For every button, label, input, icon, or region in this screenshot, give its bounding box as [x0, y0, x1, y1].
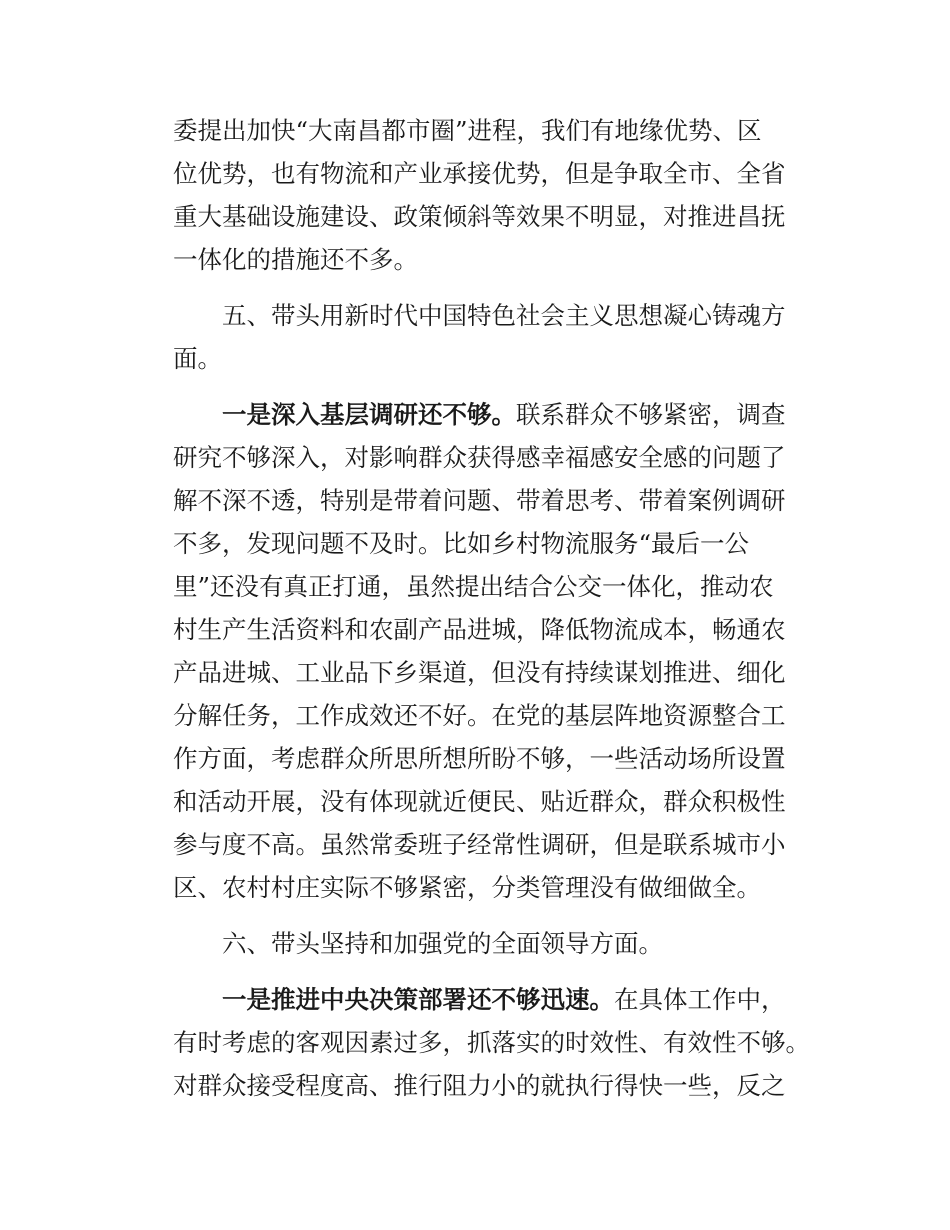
paragraph-line: 研究不够深入，对影响群众获得感幸福感安全感的问题了 [173, 443, 786, 472]
paragraph-line: 和活动开展，没有体现就近便民、贴近群众，群众积极性 [173, 787, 786, 816]
paragraph-line: 作方面，考虑群众所思所想所盼不够，一些活动场所设置 [173, 744, 786, 773]
paragraph-lead-bold: 一是推进中央决策部署还不够迅速。 [222, 985, 614, 1014]
paragraph-line: 一体化的措施还不多。 [173, 245, 418, 274]
section-heading-5-cont: 面。 [173, 344, 222, 373]
paragraph-line: 不多，发现问题不及时。比如乡村物流服务“最后一公 [173, 529, 750, 558]
paragraph-line: 参与度不高。虽然常委班子经常性调研，但是联系城市小 [173, 830, 786, 859]
paragraph-line: 区、农村村庄实际不够紧密，分类管理没有做细做全。 [173, 873, 761, 902]
paragraph-first-line [222, 982, 814, 1018]
paragraph-line: 村生产生活资料和农副产品进城，降低物流成本，畅通农 [173, 615, 786, 644]
paragraph-lead-text: 联系群众不够紧密，调查 [516, 400, 786, 429]
section-heading-6: 六、带头坚持和加强党的全面领导方面。 [222, 929, 663, 958]
paragraph-line: 里”还没有真正打通，虽然提出结合公交一体化，推动农 [173, 572, 774, 601]
paragraph-lead-bold: 一是深入基层调研还不够。 [222, 400, 516, 429]
paragraph-line: 有时考虑的客观因素过多，抓落实的时效性、有效性不够。 [173, 1028, 810, 1057]
paragraph-line: 对群众接受程度高、推行阻力小的就执行得快一些，反之 [173, 1071, 786, 1100]
paragraph-line: 解不深不透，特别是带着问题、带着思考、带着案例调研 [173, 486, 786, 515]
paragraph-line: 分解任务，工作成效还不好。在党的基层阵地资源整合工 [173, 701, 786, 730]
paragraph-line: 委提出加快“大南昌都市圈”进程，我们有地缘优势、区 [173, 116, 762, 145]
paragraph-lead-text: 在具体工作中， [614, 985, 786, 1014]
paragraph-line: 位优势，也有物流和产业承接优势，但是争取全市、全省 [173, 159, 786, 188]
paragraph-line: 重大基础设施建设、政策倾斜等效果不明显，对推进昌抚 [173, 202, 786, 231]
paragraph-first-line [222, 397, 814, 433]
section-heading-5: 五、带头用新时代中国特色社会主义思想凝心铸魂方 [222, 301, 786, 330]
paragraph-line: 产品进城、工业品下乡渠道，但没有持续谋划推进、细化 [173, 658, 786, 687]
